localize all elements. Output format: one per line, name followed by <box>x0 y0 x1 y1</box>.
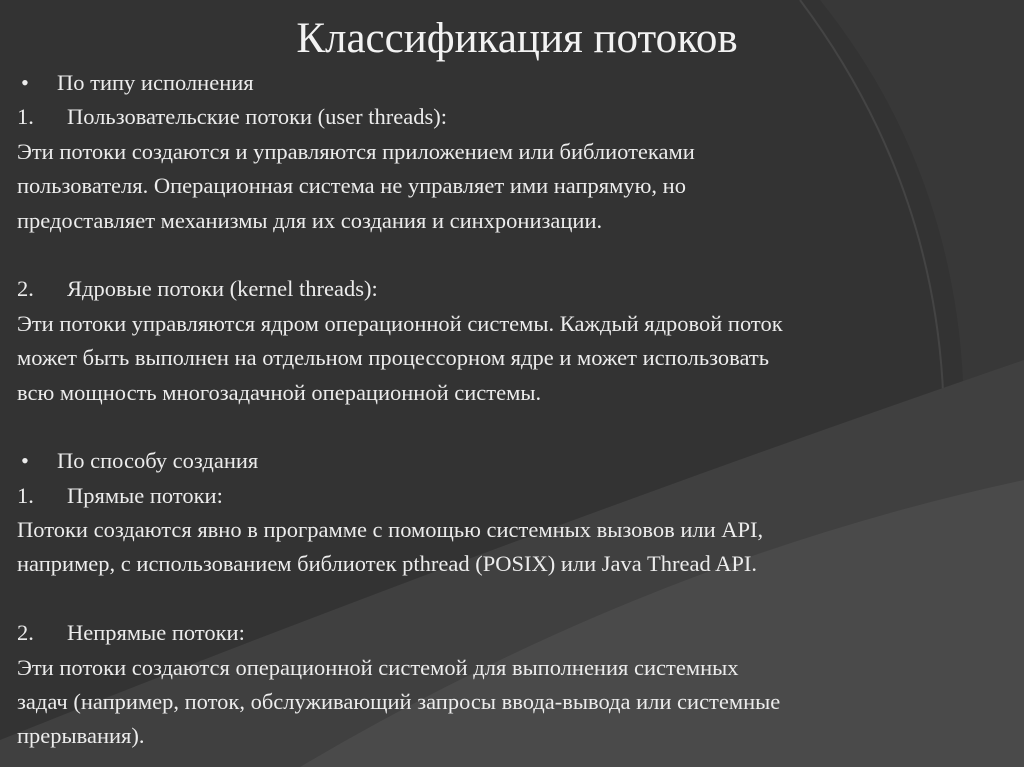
item-text: Потоки создаются явно в программе с помощью системных вызовов или API, <box>17 517 764 543</box>
item-text: задач (например, поток, обслуживающий запросы ввода-вывода или системные <box>17 689 781 715</box>
item-text: например, с использованием библиотек pthread (POSIX) или Java Thread API. <box>17 551 757 577</box>
item-heading: 1. Пользовательские потоки (user threads): <box>17 104 448 130</box>
section-heading: • По способу создания <box>17 444 1017 478</box>
item-text: пользователя. Операционная система не управляет ими напрямую, но <box>17 173 686 199</box>
bullet-icon: • <box>21 70 29 95</box>
item-text: Эти потоки создаются операционной системой для выполнения системных <box>17 654 739 680</box>
item-heading: 2. Ядровые потоки (kernel threads): <box>17 276 378 302</box>
item-heading: 1. Прямые потоки: <box>17 482 223 508</box>
item-text: Эти потоки управляются ядром операционной системы. Каждый ядровой поток <box>17 310 783 336</box>
item-text: Эти потоки создаются и управляются приложением или библиотеками <box>17 138 695 164</box>
item-text: предоставляет механизмы для их создания и синхронизации. <box>17 207 603 233</box>
item-text: всю мощность многозадачной операционной системы. <box>17 379 542 405</box>
slide-title: Классификация потоков <box>296 15 738 62</box>
slide-body <box>17 66 1017 754</box>
item-heading: 2. Непрямые потоки: <box>17 620 245 646</box>
section-heading: • По типу исполнения <box>17 66 1017 100</box>
item-text: прерывания). <box>17 723 145 749</box>
item-text: может быть выполнен на отдельном процессорном ядре и может использовать <box>17 345 769 371</box>
bullet-icon: • <box>21 448 29 474</box>
